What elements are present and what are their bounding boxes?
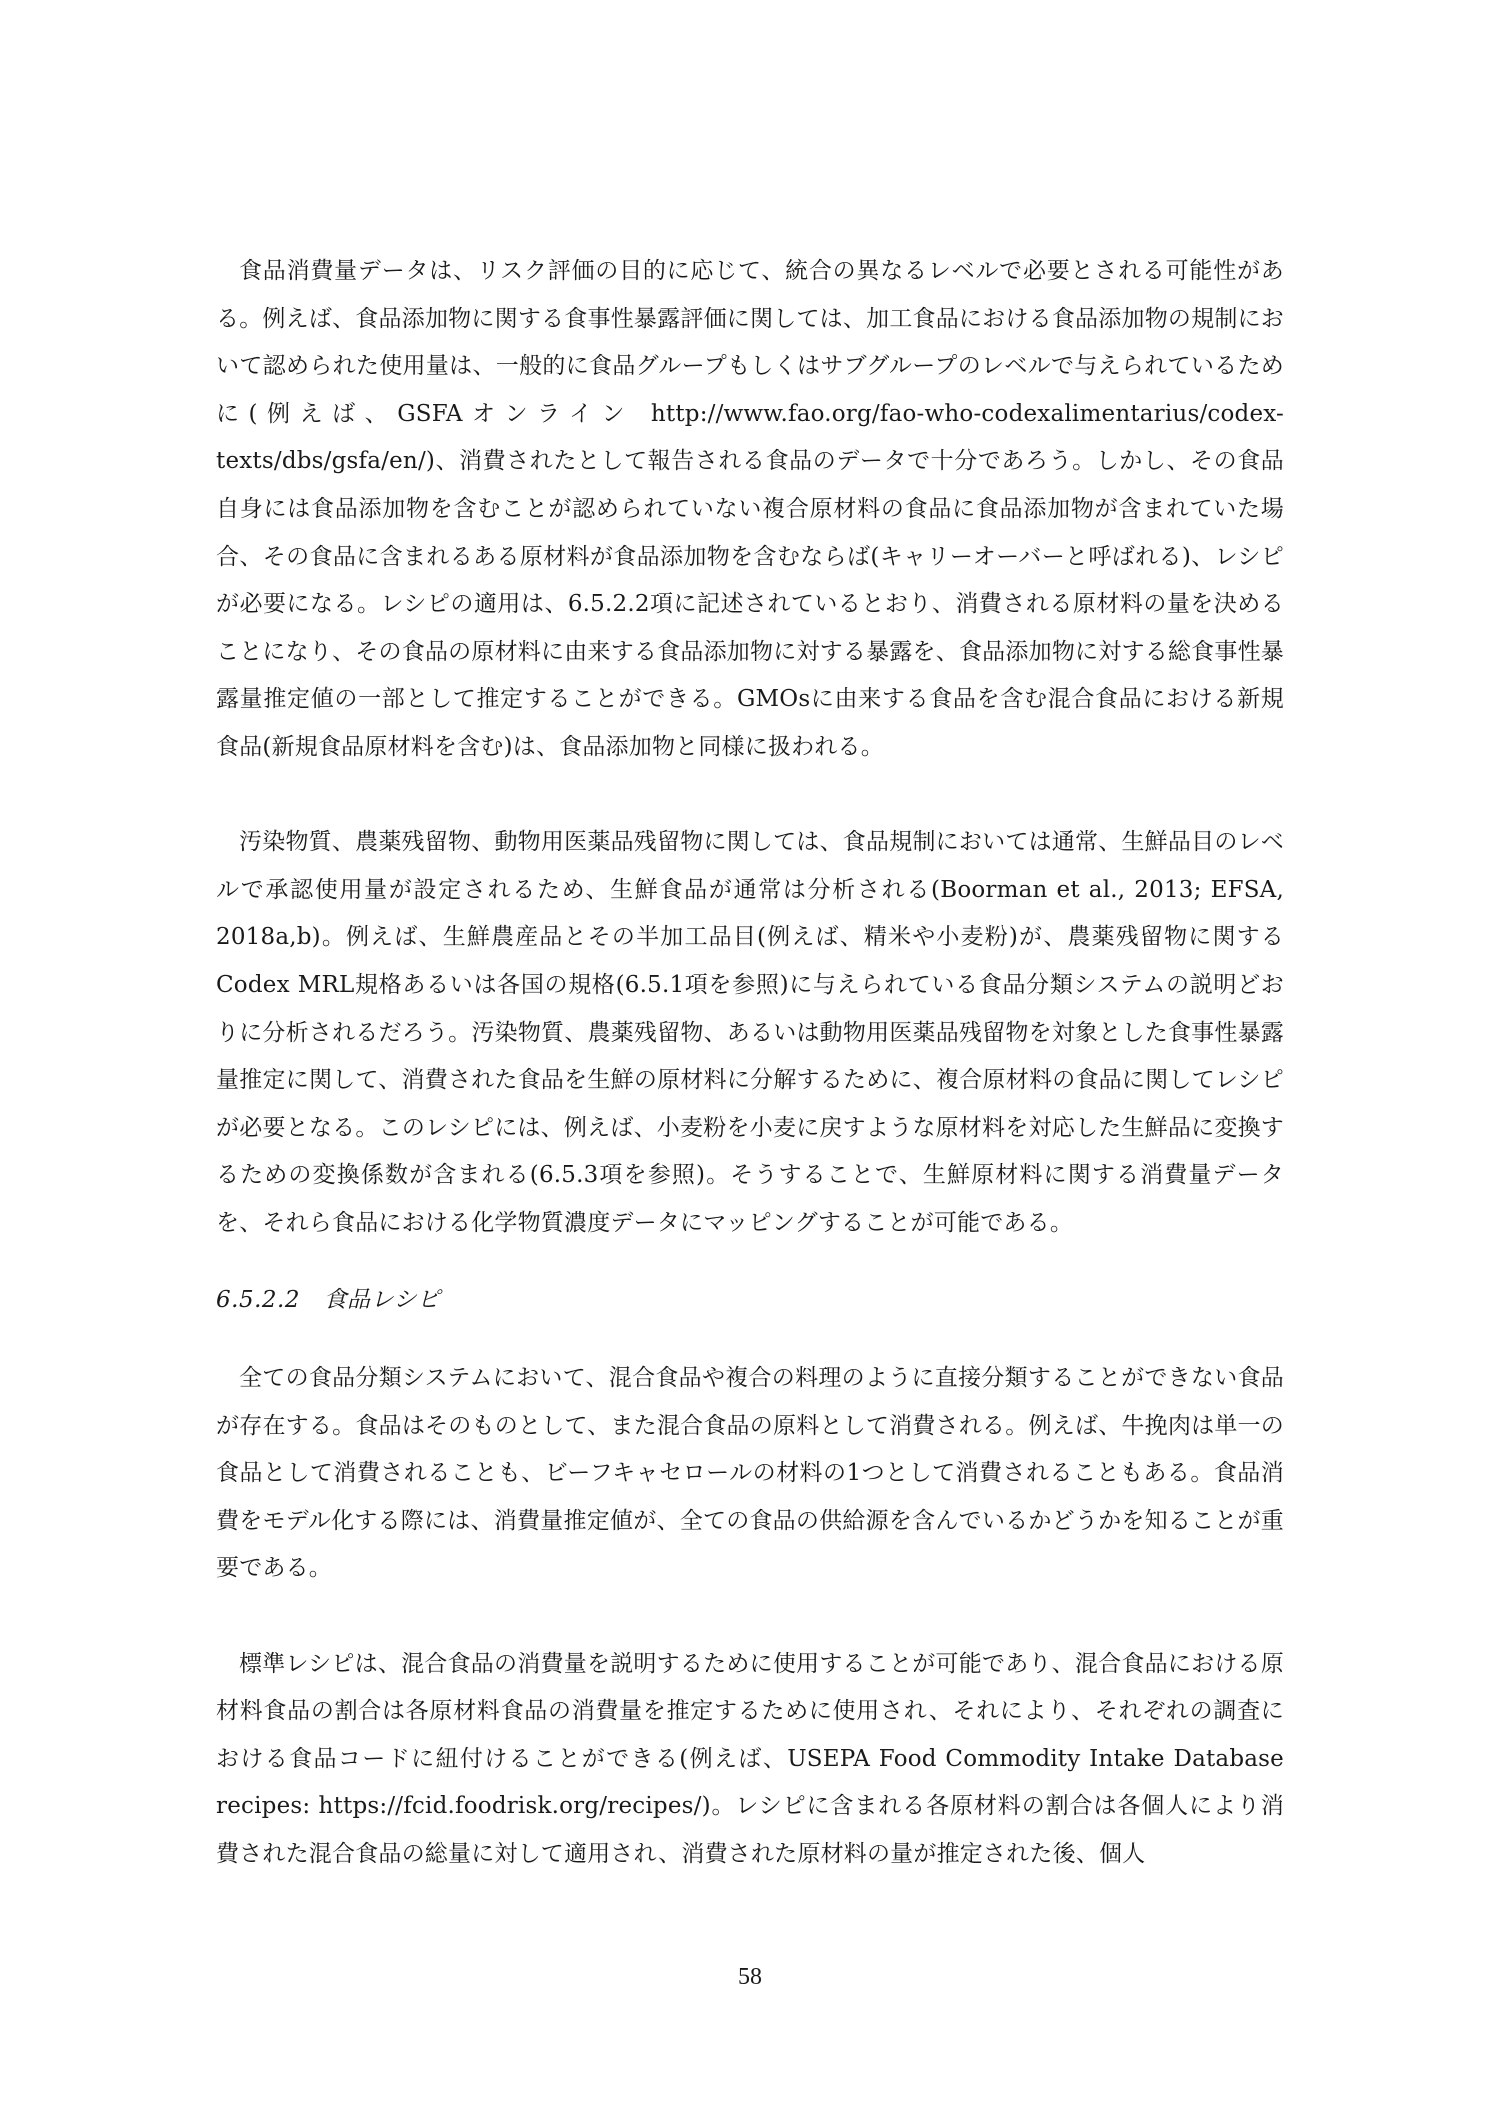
paragraph-spacer xyxy=(216,772,1284,820)
page-number: 58 xyxy=(738,1964,762,1990)
section-heading-food-recipes: 6.5.2.2 食品レシピ xyxy=(216,1287,441,1314)
paragraph-food-classification: 全ての食品分類システムにおいて、混合食品や複合の料理のように直接分類することができない食品が存在する。食品はそのものとして、また混合食品の原料として消費される。例えば、牛挽肉は単一の食品として消費されることも、ビーフキャセロールの材料の1つとして消費されることもある。食品消費をモデル化する際には、消費量推定値が、全ての食品の供給源を含んでいるかどうかを知ることが重要である。 xyxy=(216,1365,1284,1582)
paragraph-spacer xyxy=(216,1593,1284,1641)
paragraph-spacer xyxy=(216,1325,1284,1355)
paragraph-standard-recipes: 標準レシピは、混合食品の消費量を説明するために使用することが可能であり、混合食品における原材料食品の割合は各原材料食品の消費量を推定するために使用され、それにより、それぞれの調査における食品コードに紐付けることができる(例えば、USEPA Food Commodity Intake Database recipes: https://fcid.foodrisk.org/recipes/)。レシピに含まれる各原材料の割合は各個人により消費された混合食品の総量に対して適用され、消費された原材料の量が推定された後、個人 xyxy=(216,1650,1284,1867)
page-body xyxy=(216,248,1284,1879)
paragraph-contaminants-residues: 汚染物質、農薬残留物、動物用医薬品残留物に関しては、食品規制においては通常、生鮮品目のレベルで承認使用量が設定されるため、生鮮食品が通常は分析される(Boorman et al., 2013; EFSA, 2018a,b)。例えば、生鮮農産品とその半加工品目(例えば、精米や小麦粉)が、農薬残留物に関するCodex MRL規格あるいは各国の規格(6.5.1項を参照)に与えられている食品分類システムの説明どおりに分析されるだろう。汚染物質、農薬残留物、あるいは動物用医薬品残留物を対象とした食事性暴露量推定に関して、消費された食品を生鮮の原材料に分解するために、複合原材料の食品に関してレシピが必要となる。このレシピには、例えば、小麦粉を小麦に戻すような原材料を対応した生鮮品に変換するための変換係数が含まれる(6.5.3項を参照)。そうすることで、生鮮原材料に関する消費量データを、それら食品における化学物質濃度データにマッピングすることが可能である。 xyxy=(216,829,1284,1236)
paragraph-food-consumption-levels: 食品消費量データは、リスク評価の目的に応じて、統合の異なるレベルで必要とされる可能性がある。例えば、食品添加物に関する食事性暴露評価に関しては、加工食品における食品添加物の規制において認められた使用量は、一般的に食品グループもしくはサブグループのレベルで与えられているために(例えば、GSFAオンライン http://www.fao.org/fao-who-codexalimentarius/codex-texts/dbs/gsfa/en/)、消費されたとして報告される食品のデータで十分であろう。しかし、その食品自身には食品添加物を含むことが認められていない複合原材料の食品に食品添加物が含まれていた場合、その食品に含まれるある原材料が食品添加物を含むならば(キャリーオーバーと呼ばれる)、レシピが必要になる。レシピの適用は、6.5.2.2項に記述されているとおり、消費される原材料の量を決めることになり、その食品の原材料に由来する食品添加物に対する暴露を、食品添加物に対する総食事性暴露量推定値の一部として推定することができる。GMOsに由来する食品を含む混合食品における新規食品(新規食品原材料を含む)は、食品添加物と同様に扱われる。 xyxy=(216,258,1284,760)
paragraph-spacer xyxy=(216,1247,1284,1277)
